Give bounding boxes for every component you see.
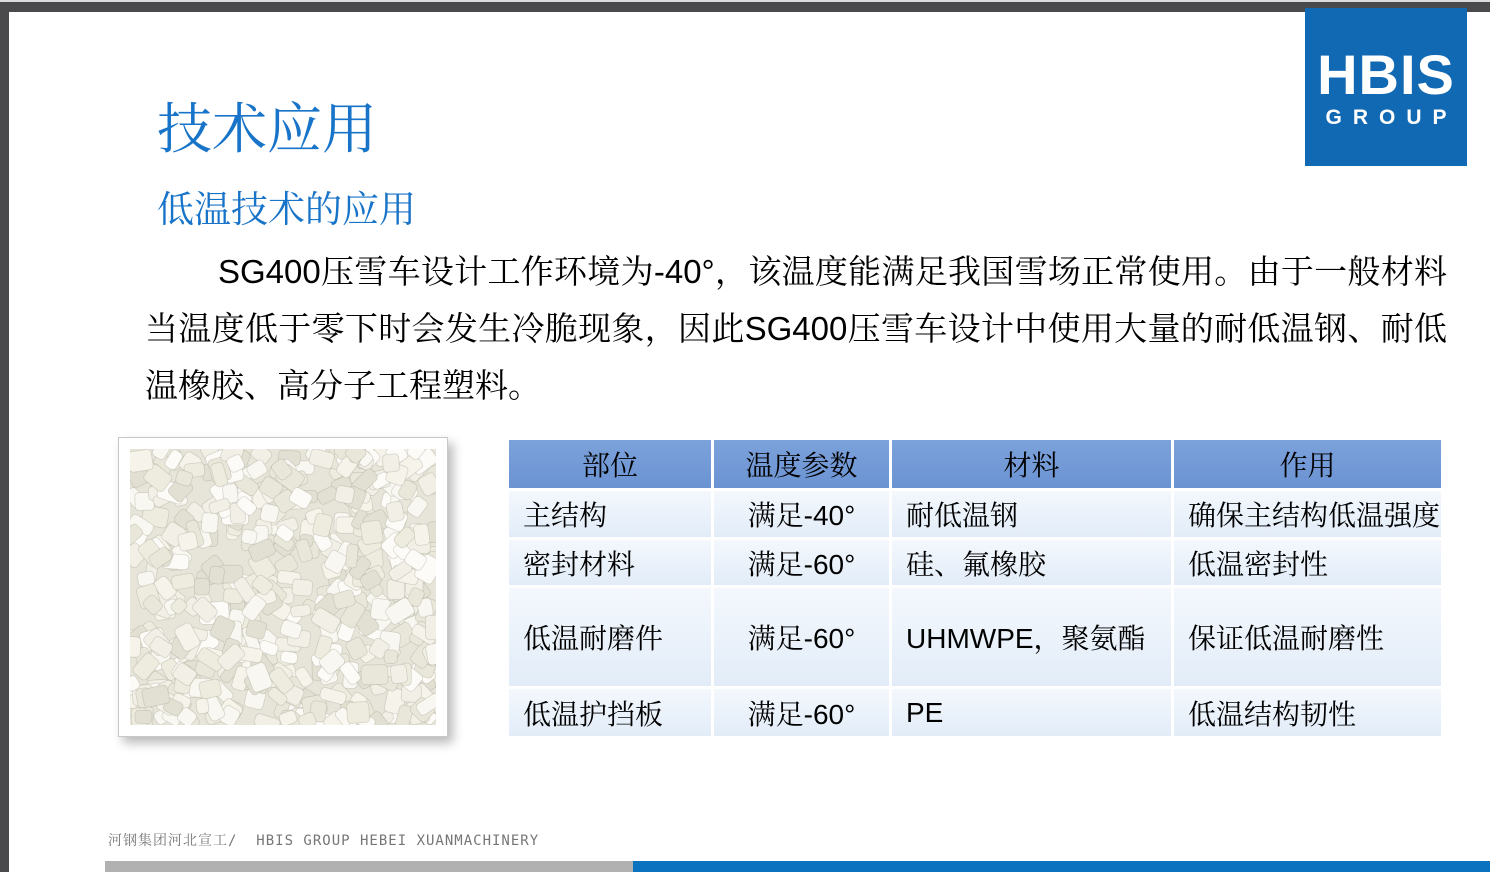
logo-hbis-text: HBIS [1317, 42, 1455, 106]
cell-function: 确保主结构低温强度 [1174, 491, 1441, 537]
table-row [509, 689, 1441, 736]
cell-temperature: 满足-40° [714, 491, 889, 537]
cell-material: UHMWPE，聚氨酯 [892, 588, 1171, 686]
table-row [509, 588, 1441, 686]
cell-part: 密封材料 [509, 540, 711, 585]
header-cell-function: 作用 [1174, 440, 1441, 488]
cell-part: 低温护挡板 [509, 689, 711, 736]
cell-function: 低温密封性 [1174, 540, 1441, 585]
cell-temperature: 满足-60° [714, 540, 889, 585]
window-top-bar [0, 0, 1490, 12]
cell-function: 低温结构韧性 [1174, 689, 1441, 736]
hbis-group-logo [1305, 8, 1467, 166]
header-cell-material: 材料 [892, 440, 1171, 488]
body-paragraph: SG400压雪车设计工作环境为-40°，该温度能满足我国雪场正常使用。由于一般材料当温度低于零下时会发生冷脆现象，因此SG400压雪车设计中使用大量的耐低温钢、耐低温橡胶、高分子工程塑料。 [145, 253, 1447, 404]
cell-material: 硅、氟橡胶 [892, 540, 1171, 585]
cell-temperature: 满足-60° [714, 689, 889, 736]
pellets-photo-frame [118, 437, 448, 737]
cell-material: PE [892, 689, 1171, 736]
pellets-photo [130, 449, 436, 725]
logo-group-text: GROUP [1325, 105, 1458, 129]
footer-company-text: 河钢集团河北宣工/ HBIS GROUP HEBEI XUANMACHINERY [108, 833, 540, 849]
cell-temperature: 满足-60° [714, 588, 889, 686]
cell-part: 主结构 [509, 491, 711, 537]
table-row [509, 540, 1441, 585]
footer-bar-gray [105, 861, 633, 872]
footer-bar-blue [633, 861, 1490, 872]
cell-function: 保证低温耐磨性 [1174, 588, 1441, 686]
table-header-row [509, 440, 1441, 488]
cell-material: 耐低温钢 [892, 491, 1171, 537]
materials-table [506, 437, 1444, 739]
header-cell-part: 部位 [509, 440, 711, 488]
page-subtitle: 低温技术的应用 [157, 189, 416, 230]
table-row [509, 491, 1441, 537]
page-title: 技术应用 [157, 98, 378, 160]
cell-part: 低温耐磨件 [509, 588, 711, 686]
window-left-bar [0, 12, 9, 872]
header-cell-temperature: 温度参数 [714, 440, 889, 488]
